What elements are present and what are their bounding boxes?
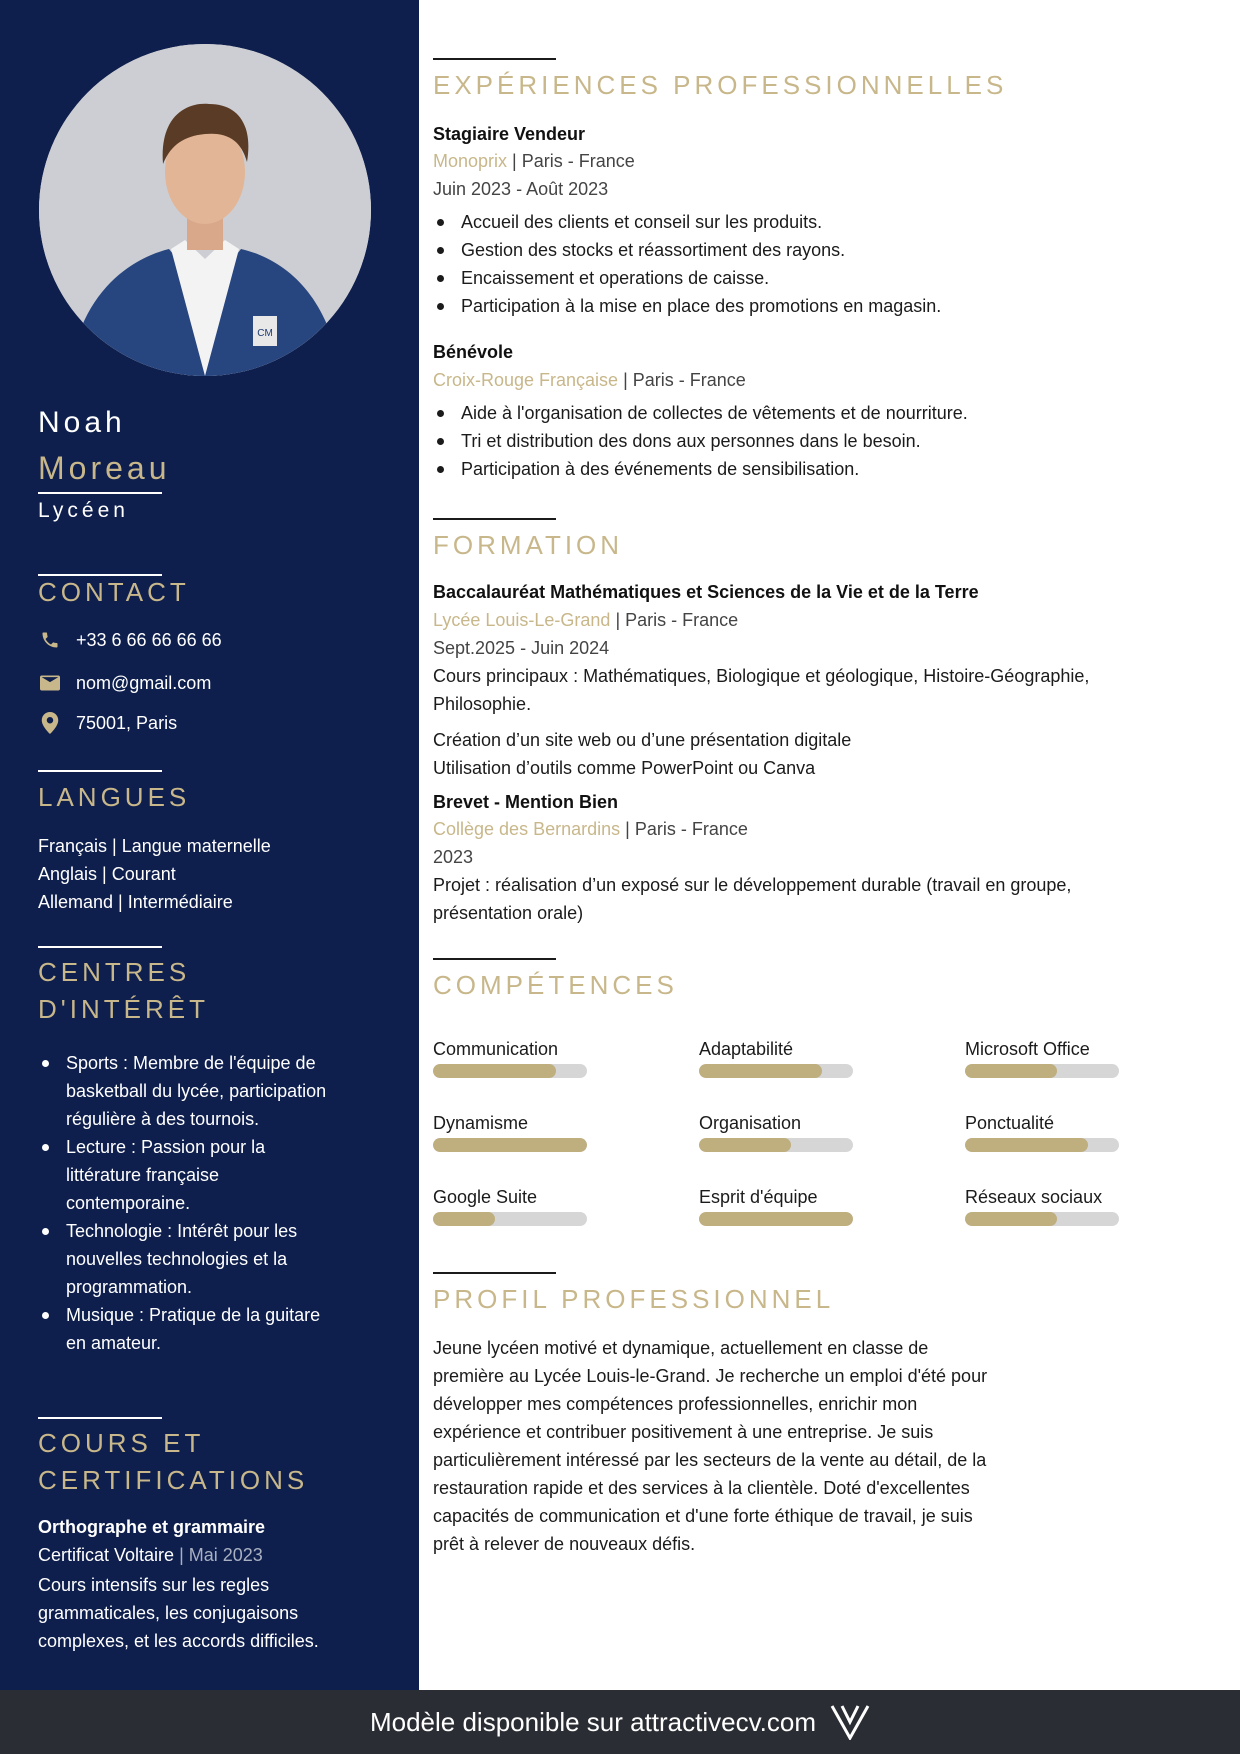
contact-email	[38, 671, 211, 695]
skills-divider	[433, 958, 556, 960]
job-bullet: Accueil des clients et conseil sur les produits.	[433, 208, 1213, 236]
job-bullet: Participation à la mise en place des promotions en magasin.	[433, 292, 1213, 320]
languages-divider	[38, 770, 162, 772]
education-title-2: Brevet - Mention Bien	[433, 792, 619, 812]
summary-text	[433, 1334, 987, 1558]
language-item: Anglais | Courant	[38, 864, 176, 884]
skills-heading: COMPÉTENCES	[433, 970, 678, 1000]
certification-meta	[38, 1545, 263, 1566]
phone-icon	[38, 628, 62, 652]
education-heading: FORMATION	[433, 530, 624, 560]
name-divider	[38, 492, 162, 494]
skill-bar	[433, 1138, 587, 1152]
education-location: | Paris - France	[615, 610, 739, 630]
job-title: Lycéen	[38, 499, 129, 522]
education-courses	[433, 662, 1089, 718]
contact-phone	[38, 628, 222, 652]
skill-item	[699, 1186, 859, 1226]
skill-item	[965, 1038, 1125, 1078]
email-value: nom@gmail.com	[76, 672, 212, 693]
skill-name: Esprit d'équipe	[699, 1187, 818, 1207]
mail-icon	[38, 671, 62, 695]
summary-heading: PROFIL PROFESSIONNEL	[433, 1284, 835, 1314]
languages-heading: LANGUES	[38, 782, 191, 812]
job-bullet: Tri et distribution des dons aux personnes dans le besoin.	[433, 427, 1213, 455]
interests-heading	[38, 954, 209, 1028]
interests-heading-line2: D'INTÉRÊT	[38, 994, 209, 1024]
summary-line: expérience et contribuer positivement à une entreprise. Je suis	[433, 1422, 934, 1442]
education-divider	[433, 518, 556, 520]
education-school: Collège des Bernardins	[433, 819, 621, 839]
location-pin-icon	[38, 711, 62, 735]
last-name: Moreau	[38, 450, 171, 486]
profile-photo	[39, 44, 371, 376]
experience-heading: EXPÉRIENCES PROFESSIONNELLES	[433, 70, 1008, 100]
interests-list	[38, 1049, 328, 1357]
skill-name: Ponctualité	[965, 1113, 1055, 1133]
job-company: Croix-Rouge Française	[433, 370, 619, 390]
certification-issuer: Certificat Voltaire	[38, 1545, 175, 1565]
phone-value: +33 6 66 66 66 66	[76, 629, 222, 650]
skill-bar	[965, 1138, 1119, 1152]
skill-item	[433, 1038, 593, 1078]
skill-name: Google Suite	[433, 1187, 538, 1207]
skill-name: Adaptabilité	[699, 1039, 794, 1059]
education-location: | Paris - France	[625, 819, 748, 839]
education-project	[433, 871, 1071, 927]
main-content	[433, 0, 1223, 1690]
skill-name: Réseaux sociaux	[965, 1187, 1103, 1207]
location-value: 75001, Paris	[76, 712, 178, 733]
education-extra-line: Utilisation d’outils comme PowerPoint ou Canva	[433, 758, 816, 778]
certifications-heading	[38, 1425, 308, 1499]
education-extra	[433, 726, 851, 782]
skill-bar	[965, 1064, 1119, 1078]
job-title-1: Stagiaire Vendeur	[433, 124, 586, 144]
job-company: Monoprix	[433, 151, 508, 171]
skill-bar-fill	[433, 1212, 495, 1226]
skill-bar	[965, 1212, 1119, 1226]
job-bullet: Encaissement et operations de caisse.	[433, 264, 1213, 292]
experience-divider	[433, 58, 556, 60]
interest-item: Musique : Pratique de la guitare en amateur.	[38, 1301, 328, 1357]
job-company-line-1	[433, 151, 635, 172]
footer-text[interactable]: Modèle disponible sur attractivecv.com	[369, 1706, 817, 1737]
certifications-divider	[38, 1417, 162, 1419]
attractivecv-logo-icon	[830, 1704, 870, 1740]
skill-bar-fill	[699, 1212, 853, 1226]
language-item: Français | Langue maternelle	[38, 836, 271, 856]
education-school-line-1	[433, 610, 738, 631]
summary-line: restauration rapide et des services à la clientèle. Doté d'excellentes	[433, 1478, 970, 1498]
summary-line: capacités de communication et d'une forte éthique de travail, je suis	[433, 1506, 973, 1526]
skill-name: Dynamisme	[433, 1113, 529, 1133]
education-courses-line: Cours principaux : Mathématiques, Biologique et géologique, Histoire-Géographie,	[433, 666, 1090, 686]
contact-location	[38, 711, 177, 735]
certification-description: Cours intensifs sur les regles grammaticales, les conjugaisons complexes, et les accords difficiles.	[38, 1575, 319, 1651]
education-school-line-2	[433, 819, 748, 840]
job-bullet: Aide à l'organisation de collectes de vêtements et de nourriture.	[433, 399, 1213, 427]
skill-item	[965, 1112, 1125, 1152]
education-courses-line: Philosophie.	[433, 694, 532, 714]
sidebar	[0, 0, 419, 1690]
education-project-line: Projet : réalisation d’un exposé sur le développement durable (travail en groupe,	[433, 875, 1072, 895]
certifications-heading-line1: COURS ET	[38, 1428, 205, 1458]
interest-item: Lecture : Passion pour la littérature française contemporaine.	[38, 1133, 328, 1217]
skill-bar-fill	[433, 1064, 556, 1078]
skill-item	[699, 1112, 859, 1152]
skill-name: Communication	[433, 1039, 559, 1059]
skill-bar	[699, 1064, 853, 1078]
job-bullet: Gestion des stocks et réassortiment des rayons.	[433, 236, 1213, 264]
footer-banner[interactable]	[0, 1690, 1240, 1754]
summary-line: particulièrement intéressé par les secteurs de la vente au détail, de la	[433, 1450, 987, 1470]
contact-heading: CONTACT	[38, 577, 190, 607]
skill-item	[433, 1112, 593, 1152]
job-bullets-1	[433, 208, 1213, 320]
education-title-1: Baccalauréat Mathématiques et Sciences de la Vie et de la Terre	[433, 582, 979, 602]
languages-list	[38, 832, 271, 916]
education-dates: Sept.2025 - Juin 2024	[433, 638, 610, 658]
job-dates: Juin 2023 - Août 2023	[433, 179, 609, 199]
certification-date: | Mai 2023	[179, 1545, 263, 1565]
certification-title: Orthographe et grammaire	[38, 1517, 266, 1537]
skill-bar	[699, 1138, 853, 1152]
job-bullet: Participation à des événements de sensibilisation.	[433, 455, 1213, 483]
skill-bar	[699, 1212, 853, 1226]
summary-divider	[433, 1272, 556, 1274]
certifications-heading-line2: CERTIFICATIONS	[38, 1465, 309, 1495]
summary-line: développer mes compétences professionnelles, enrichir mon	[433, 1394, 918, 1414]
skill-name: Microsoft Office	[965, 1039, 1090, 1059]
skill-bar-fill	[965, 1138, 1088, 1152]
summary-line: prêt à relever de nouveaux défis.	[433, 1534, 696, 1554]
interests-divider	[38, 946, 162, 948]
interests-heading-line1: CENTRES	[38, 957, 191, 987]
skill-bar-fill	[699, 1138, 791, 1152]
interest-item: Sports : Membre de l'équipe de basketball du lycée, participation régulière à des tournois.	[38, 1049, 328, 1133]
job-location: | Paris - France	[623, 370, 746, 390]
summary-line: Jeune lycéen motivé et dynamique, actuellement en classe de	[433, 1338, 929, 1358]
education-extra-line: Création d’un site web ou d’une présentation digitale	[433, 730, 852, 750]
education-dates: 2023	[433, 847, 474, 867]
job-title-2: Bénévole	[433, 342, 514, 362]
language-item: Allemand | Intermédiaire	[38, 892, 233, 912]
skill-bar-fill	[965, 1064, 1057, 1078]
job-bullets-2	[433, 399, 1213, 483]
skill-bar-fill	[965, 1212, 1057, 1226]
job-location: | Paris - France	[512, 151, 635, 171]
skill-item	[965, 1186, 1125, 1226]
skill-name: Organisation	[699, 1113, 802, 1133]
svg-text:CM: CM	[257, 328, 273, 339]
skill-bar-fill	[433, 1138, 587, 1152]
skill-bar-fill	[699, 1064, 822, 1078]
education-project-line: présentation orale)	[433, 903, 584, 923]
job-company-line-2	[433, 370, 746, 391]
interest-item: Technologie : Intérêt pour les nouvelles technologies et la programmation.	[38, 1217, 328, 1301]
summary-line: première au Lycée Louis-le-Grand. Je recherche un emploi d'été pour	[433, 1366, 988, 1386]
first-name: Noah	[38, 406, 126, 439]
skill-bar	[433, 1064, 587, 1078]
education-school: Lycée Louis-Le-Grand	[433, 610, 611, 630]
skill-bar	[433, 1212, 587, 1226]
skill-item	[433, 1186, 593, 1226]
skill-item	[699, 1038, 859, 1078]
